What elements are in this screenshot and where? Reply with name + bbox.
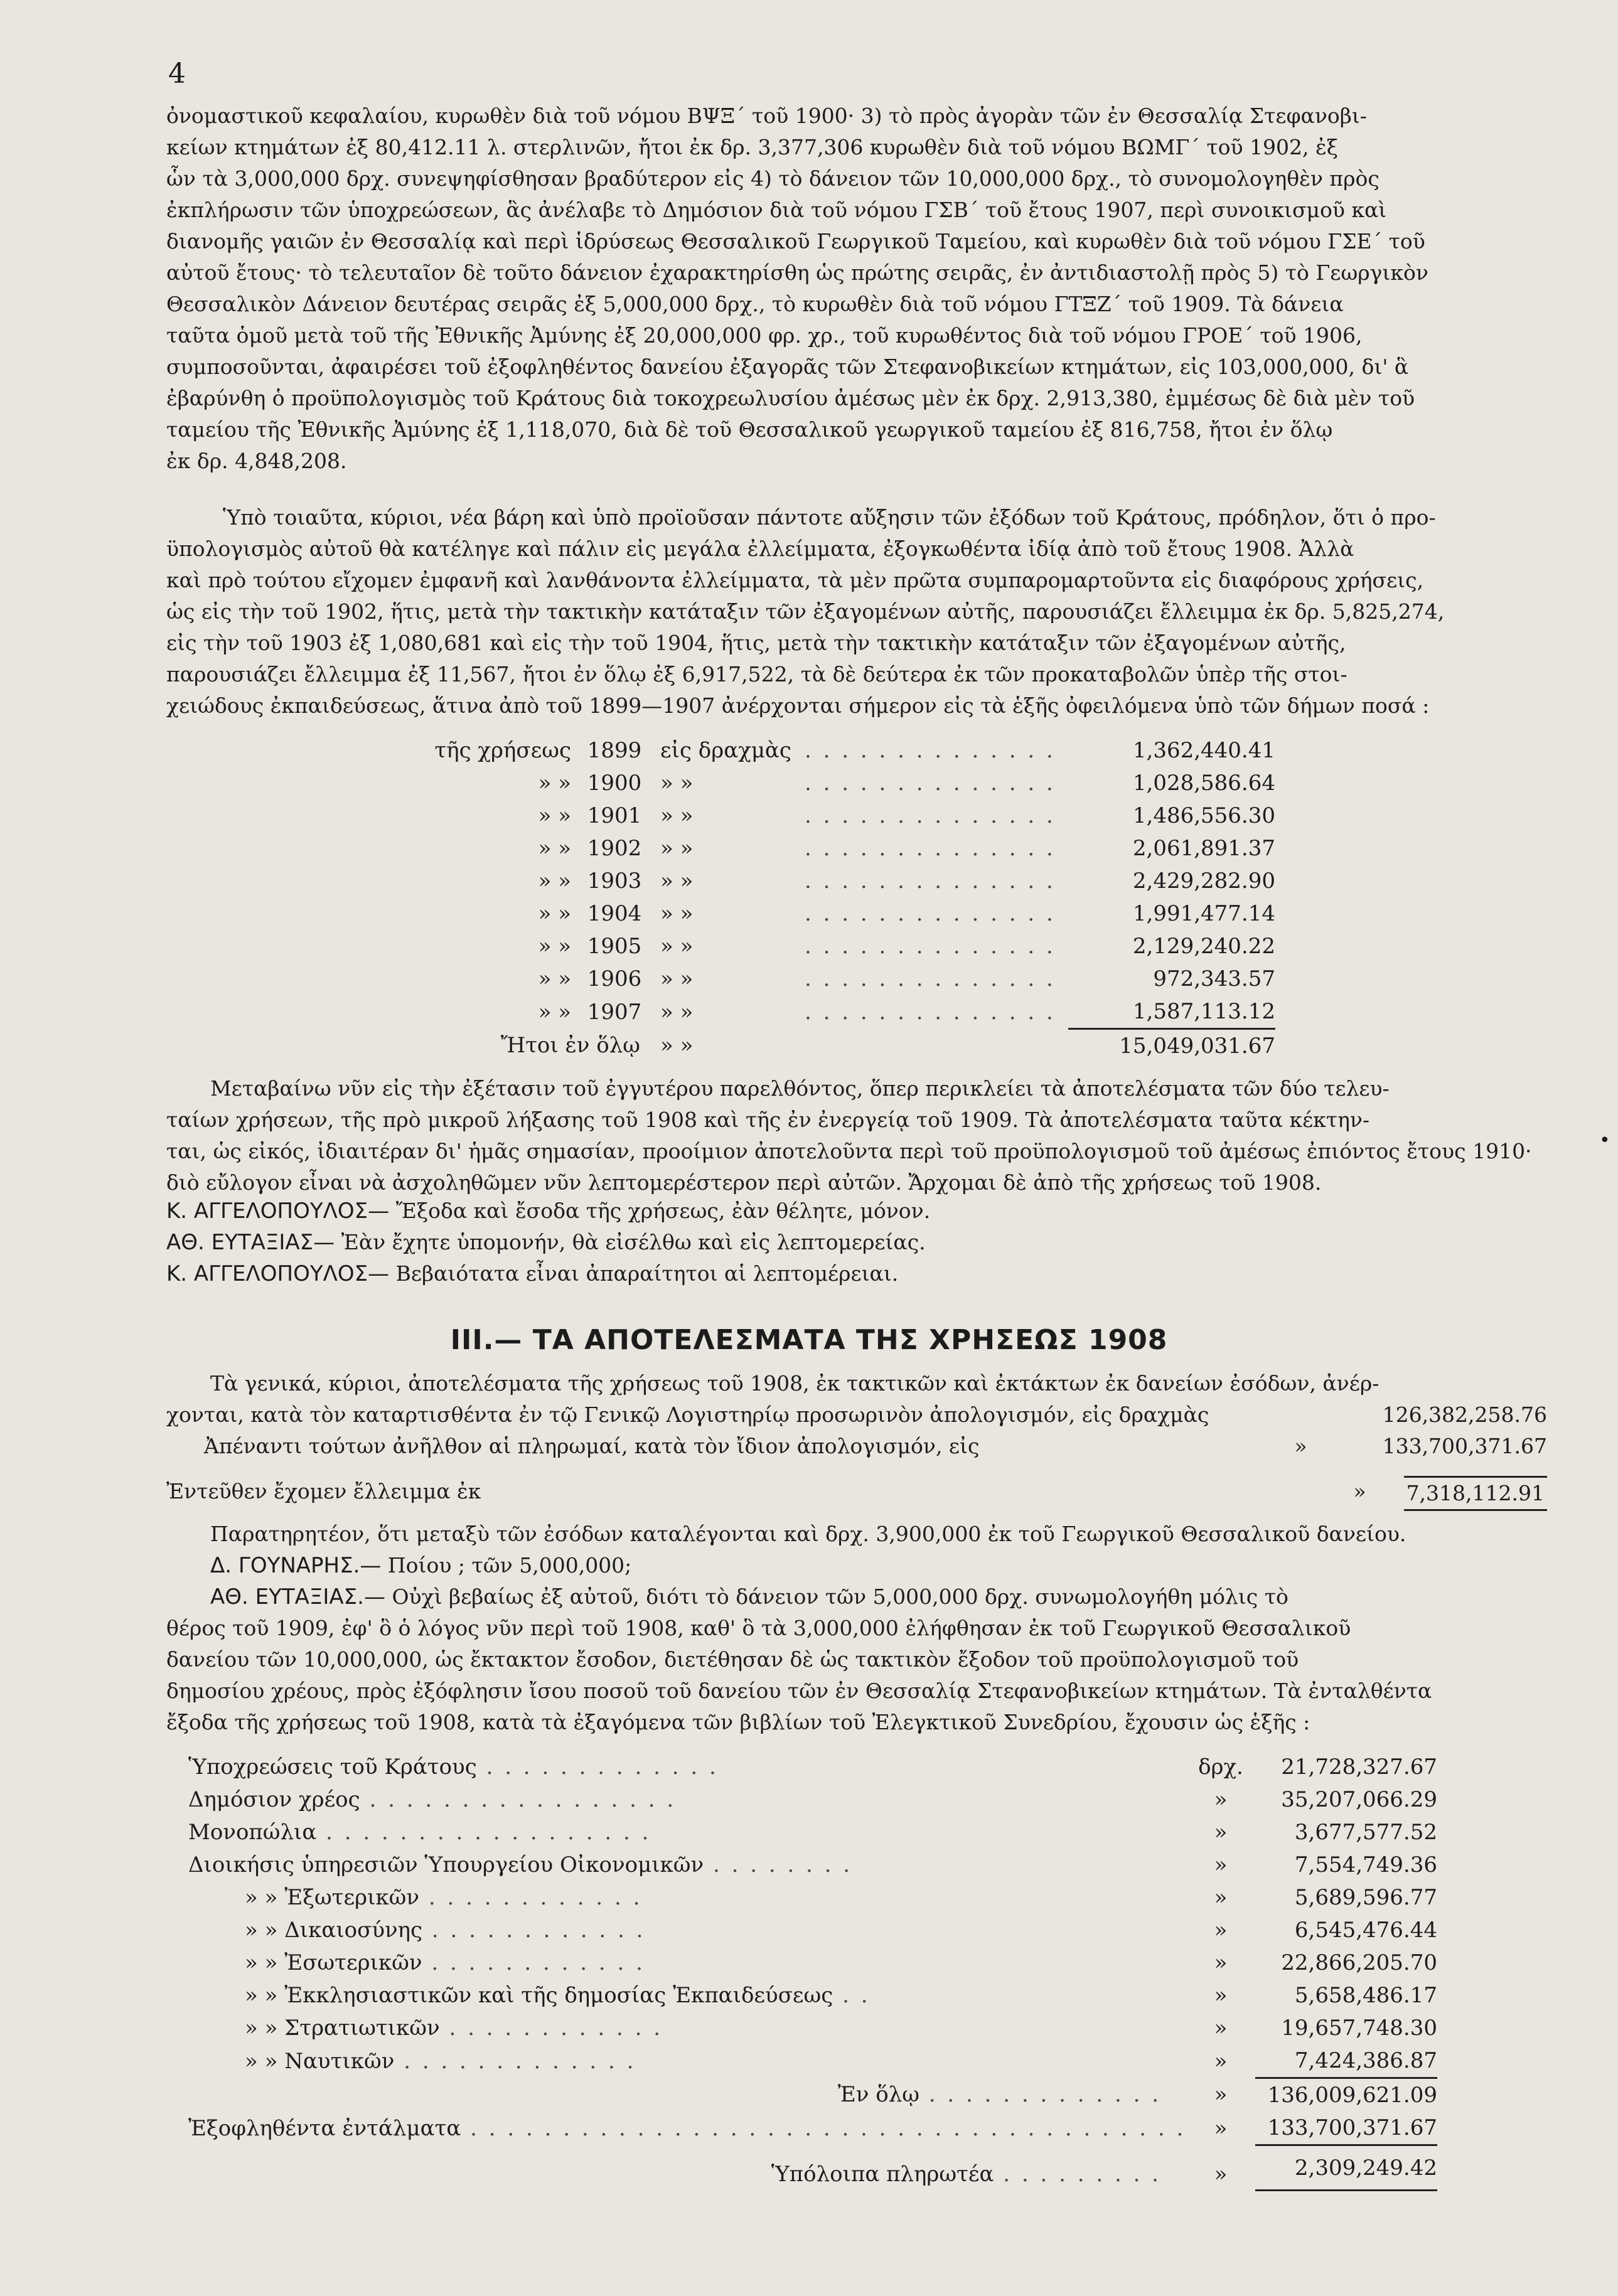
- row-amount: 1,486,556.30: [1132, 803, 1275, 828]
- leader-dots: . . . . . . . . . . . . . .: [805, 738, 1056, 763]
- expense-amount: 35,207,066.29: [1281, 1787, 1437, 1812]
- text-line: Ὑπὸ τοιαῦτα, κύριοι, νέα βάρη καὶ ὑπὸ προϊοῦσαν πάντοτε αὔξησιν τῶν ἐξόδων τοῦ Κράτους, πρόδηλον, ὅτι ὁ προ-: [223, 505, 1436, 530]
- row-amount: 1,362,440.41: [1132, 738, 1275, 763]
- table-row: [414, 767, 1275, 799]
- row-suffix: » »: [660, 771, 694, 796]
- leader-dots: . . . . . . . . . . . . . .: [805, 771, 1056, 796]
- table-row: [414, 995, 1275, 1029]
- table-total-row: [414, 1029, 1275, 1063]
- row-suffix: » »: [660, 901, 694, 926]
- row-year: 1899: [587, 738, 642, 763]
- row-year: 1902: [587, 836, 642, 861]
- dialogue-line: [166, 1550, 1547, 1581]
- text-line: ἐκ δρ. 4,848,208.: [166, 449, 347, 473]
- text-line: συμποσοῦνται, ἀφαιρέσει τοῦ ἐξοφληθέντος δανείου ἐξαγορᾶς τῶν Στεφανοβικείων κτημάτων, εἰς 103,000,000, δι' ἃ: [166, 355, 1409, 379]
- table-row: [414, 897, 1275, 930]
- text-line: εἰς τὴν τοῦ 1903 ἐξ 1,080,681 καὶ εἰς τὴν τοῦ 1904, ἥτις, μετὰ τὴν τακτικὴν κατάταξιν τῶν ἐξαγομένων αὐτῆς,: [166, 631, 1346, 655]
- currency-mark: »: [1214, 1787, 1228, 1812]
- expense-amount: 7,554,749.36: [1294, 1852, 1437, 1877]
- remaining-label: Ὑπόλοιπα πληρωτέα . . . . . . . . .: [771, 2161, 1161, 2187]
- table-row: [414, 799, 1275, 832]
- expense-label: Ὑποχρεώσεις τοῦ Κράτους . . . . . . . . . . . . .: [188, 1754, 719, 1780]
- leader-dots: . . . . . . . . . . . . . .: [805, 836, 1056, 861]
- expense-label: » » Δικαιοσύνης . . . . . . . . . . . .: [245, 1918, 646, 1943]
- currency-mark: »: [1214, 1983, 1228, 2008]
- paragraph-note: [166, 1519, 1547, 1738]
- expense-amount: 21,728,327.67: [1281, 1754, 1437, 1780]
- leader-dots: . . . . . . . . . . . . . .: [805, 999, 1056, 1025]
- text-line: ἐκπλήρωσιν τῶν ὑποχρεώσεων, ἃς ἀνέλαβε τὸ Δημόσιον διὰ τοῦ νόμου ΓΣΒ΄ τοῦ ἔτους 1907, περὶ συνοικισμοῦ καὶ: [166, 198, 1387, 222]
- expense-amount: 19,657,748.30: [1281, 2016, 1437, 2041]
- deficits-table: [414, 734, 1275, 1062]
- ditto-mark: »: [1294, 1434, 1307, 1458]
- text-line: Παρατηρητέον, ὅτι μεταξὺ τῶν ἐσόδων καταλέγονται καὶ δρχ. 3,900,000 ἐκ τοῦ Γεωργικοῦ Θεσσαλικοῦ δανείου.: [210, 1522, 1406, 1546]
- expense-label: » » Ἐσωτερικῶν . . . . . . . . . . . .: [245, 1950, 645, 1975]
- text-line: ϋπολογισμὸς αὐτοῦ θὰ κατέληγε καὶ πάλιν εἰς μεγάλα ἐλλείμματα, ἐξογκωθέντα ἰδίᾳ ἀπὸ τοῦ ἔτους 1908. Ἀλλὰ: [166, 537, 1354, 561]
- expenses-table: [188, 1751, 1437, 2191]
- row-prefix: » »: [538, 803, 571, 828]
- leader-dots: . . . . . . . . . . . . . .: [805, 934, 1056, 959]
- text-line: Τὰ γενικά, κύριοι, ἀποτελέσματα τῆς χρήσεως τοῦ 1908, ἐκ τακτικῶν καὶ ἐκτάκτων ἐκ δανείων ἐσόδων, ἀνέρ-: [210, 1371, 1380, 1396]
- text-line: χειώδους ἐκπαιδεύσεως, ἅτινα ἀπὸ τοῦ 1899—1907 ἀνέρχονται σήμερον εἰς τὰ ἑξῆς ὀφειλόμενα ὑπὸ τῶν δήμων ποσά :: [166, 693, 1430, 718]
- total-suffix: » »: [660, 1033, 694, 1059]
- expense-label: Δημόσιον χρέος . . . . . . . . . . . . . . . . .: [188, 1787, 677, 1812]
- text-line: διανομῆς γαιῶν ἐν Θεσσαλίᾳ καὶ περὶ ἱδρύσεως Θεσσαλικοῦ Γεωργικοῦ Ταμείου, καὶ κυρωθὲν διὰ τοῦ νόμου ΓΣΕ΄ τοῦ: [166, 229, 1425, 254]
- table-row: [188, 1914, 1437, 1946]
- text-line: ἔξοδα τῆς χρήσεως τοῦ 1908, κατὰ τὰ ἐξαγόμενα τῶν βιβλίων τοῦ Ἐλεγκτικοῦ Συνεδρίου, ἔχουσιν ὡς ἑξῆς :: [166, 1710, 1310, 1734]
- row-prefix: » »: [538, 771, 571, 796]
- currency-mark: »: [1214, 2048, 1228, 2074]
- currency-mark: »: [1214, 2115, 1228, 2141]
- expense-label: Μονοπώλια . . . . . . . . . . . . . . . . . .: [188, 1820, 651, 1845]
- table-row: [188, 1979, 1437, 2012]
- row-prefix: » »: [538, 868, 571, 894]
- text-line: ὧν τὰ 3,000,000 δρχ. συνεψηφίσθησαν βραδύτερον εἰς 4) τὸ δάνειον τῶν 10,000,000 δρχ., τὸ συνομολογηθὲν πρὸς: [166, 166, 1380, 191]
- dialogue-line: [166, 1258, 1547, 1289]
- speaker-name: ΑΘ. ΕΥΤΑΞΙΑΣ.—: [210, 1584, 385, 1610]
- row-year: 1904: [587, 901, 642, 926]
- expense-label: » » Ναυτικῶν . . . . . . . . . . . . .: [245, 2048, 636, 2074]
- row-amount: 1,028,586.64: [1132, 771, 1275, 796]
- row-amount: 2,061,891.37: [1132, 836, 1275, 861]
- row-prefix: τῆς χρήσεως: [434, 738, 571, 763]
- text-line: Ἐντεῦθεν ἔχομεν ἔλλειμμα ἐκ 7,318,112.91 »: [166, 1476, 1547, 1507]
- text-line: Ἀπέναντι τούτων ἀνῆλθον αἱ πληρωμαί, κατὰ τὸν ἴδιον ἀπολογισμόν, εἰς 133,700,371.67 »: [166, 1431, 1547, 1462]
- payments-amount: 133,700,371.67: [1382, 1434, 1547, 1458]
- row-amount: 2,129,240.22: [1132, 934, 1275, 959]
- row-suffix: εἰς δραχμὰς: [660, 738, 791, 763]
- ditto-mark: »: [1353, 1479, 1366, 1503]
- leader-dots: . . . . . . . . . . . . . .: [805, 901, 1056, 926]
- total-amount: 15,049,031.67: [1068, 1029, 1275, 1063]
- section-title: III.— ΤΑ ΑΠΟΤΕΛΕΣΜΑΤΑ ΤΗΣ ΧΡΗΣΕΩΣ 1908: [450, 1324, 1168, 1356]
- table-row: [414, 963, 1275, 995]
- currency-mark: »: [1214, 2161, 1228, 2187]
- speech-text: Ἐὰν ἔχητε ὑπομονήν, θὰ εἰσέλθω καὶ εἰς λεπτομερείας.: [341, 1230, 926, 1254]
- dialogue-line: [166, 1195, 1547, 1227]
- speech-text: Ποίου ; τῶν 5,000,000;: [387, 1553, 632, 1578]
- text-line: ταμείου τῆς Ἐθνικῆς Ἀμύνης ἐξ 1,118,070, διὰ δὲ τοῦ Θεσσαλικοῦ γεωργικοῦ ταμείου ἐξ 816,758, ἤτοι ἐν ὅλῳ: [166, 417, 1333, 442]
- table-row: [188, 1751, 1437, 1783]
- table-row: [414, 734, 1275, 767]
- expense-amount: 5,658,486.17: [1294, 1983, 1437, 2008]
- row-suffix: » »: [660, 999, 694, 1025]
- currency-mark: »: [1214, 1950, 1228, 1975]
- row-amount: 1,587,113.12: [1132, 999, 1275, 1024]
- row-amount: 1,991,477.14: [1132, 901, 1275, 926]
- currency-mark: »: [1214, 1820, 1228, 1845]
- row-suffix: » »: [660, 868, 694, 894]
- speech-text: Οὐχὶ βεβαίως ἐξ αὐτοῦ, διότι τὸ δάνειον τῶν 5,000,000 δρχ. συνωμολογήθη μόλις τὸ: [392, 1584, 1289, 1609]
- expense-label: » » Ἐξωτερικῶν . . . . . . . . . . . .: [245, 1885, 643, 1910]
- row-prefix: » »: [538, 901, 571, 926]
- row-year: 1903: [587, 868, 642, 894]
- row-prefix: » »: [538, 836, 571, 861]
- leader-dots: . . . . . . . . . . . . . .: [805, 966, 1056, 991]
- row-year: 1905: [587, 934, 642, 959]
- text-line: κείων κτημάτων ἐξ 80,412.11 λ. στερλινῶν, ἤτοι ἐκ δρ. 3,377,306 κυρωθὲν διὰ τοῦ νόμου ΒΩΜΓ΄ τοῦ 1902, ἐξ: [166, 135, 1338, 159]
- table-row: [188, 1783, 1437, 1816]
- table-row: [188, 1881, 1437, 1914]
- table-row: [188, 2044, 1437, 2078]
- currency-mark: »: [1214, 2082, 1228, 2108]
- speaker-name: Δ. ΓΟΥΝΑΡΗΣ.—: [210, 1553, 382, 1578]
- row-suffix: » »: [660, 836, 694, 861]
- expense-label: Διοικήσις ὑπηρεσιῶν Ὑπουργείου Οἰκονομικῶν . . . . . . . .: [188, 1852, 853, 1877]
- row-year: 1907: [587, 999, 642, 1025]
- text-line: ἐβαρύνθη ὁ προϋπολογισμὸς τοῦ Κράτους διὰ τοκοχρεωλυσίου ἀμέσως μὲν ἐκ δρχ. 2,913,380, ἐμμέσως δὲ διὰ μὲν τοῦ: [166, 386, 1415, 410]
- text-line: ταίων χρήσεων, τῆς πρὸ μικροῦ λήξασης τοῦ 1908 καὶ τῆς ἐν ἐνεργείᾳ τοῦ 1909. Τὰ ἀποτελέσματα ταῦτα κέκτην-: [166, 1108, 1370, 1132]
- receipts-amount: 126,382,258.76: [1382, 1402, 1547, 1427]
- table-row: [188, 1849, 1437, 1881]
- paragraph-results: [166, 1368, 1547, 1511]
- text-line: παρουσιάζει ἔλλειμμα ἐξ 11,567, ἤτοι ἐν ὅλῳ ἐξ 6,917,522, τὰ δὲ δεύτερα ἐκ τῶν προκαταβολῶν ὑπὲρ τῆς στοι-: [166, 662, 1347, 686]
- paid-label: Ἐξοφληθέντα ἐντάλματα . . . . . . . . . . . . . . . . . . . . . . . . . . . . . . . . . . . . . . .: [188, 2115, 1186, 2141]
- table-row: [414, 930, 1275, 963]
- row-amount: 972,343.57: [1153, 966, 1275, 991]
- total-label: Ἤτοι ἐν ὅλῳ: [500, 1033, 640, 1059]
- table-row: [188, 1946, 1437, 1979]
- subtotal-label: Ἐν ὅλῳ . . . . . . . . . . . . .: [837, 2082, 1161, 2108]
- remaining-row: [188, 2145, 1437, 2191]
- currency-mark: »: [1214, 1885, 1228, 1910]
- currency-mark: »: [1214, 2016, 1228, 2041]
- leader-dots: . . . . . . . . . . . . . .: [805, 803, 1056, 828]
- margin-dot: •: [1599, 1129, 1610, 1151]
- currency-mark: »: [1214, 1918, 1228, 1943]
- table-row: [188, 1816, 1437, 1849]
- subtotal-amount: 136,009,621.09: [1255, 2078, 1437, 2112]
- row-prefix: » »: [538, 999, 571, 1025]
- page-number: 4: [168, 58, 186, 90]
- text-line: χονται, κατὰ τὸν καταρτισθέντα ἐν τῷ Γενικῷ Λογιστηρίῳ προσωρινὸν ἀπολογισμόν, εἰς δραχμὰς 126,382,258.76: [166, 1399, 1547, 1431]
- paragraph-recent-past: [166, 1073, 1547, 1199]
- text-line: θέρος τοῦ 1909, ἐφ' ὃ ὁ λόγος νῦν περὶ τοῦ 1908, καθ' ὃ τὰ 3,000,000 ἐλήφθησαν ἐκ τοῦ Γεωργικοῦ Θεσσαλικοῦ: [166, 1616, 1351, 1640]
- paragraph-loans: [166, 100, 1547, 477]
- dialogue-line: [166, 1581, 1547, 1613]
- subtotal-row: [188, 2078, 1437, 2112]
- text-line: Θεσσαλικὸν Δάνειον δευτέρας σειρᾶς ἐξ 5,000,000 δρχ., τὸ κυρωθὲν διὰ τοῦ νόμου ΓΤΞΖ΄ τοῦ 1909. Τὰ δάνεια: [166, 292, 1344, 316]
- expense-amount: 5,689,596.77: [1294, 1885, 1437, 1910]
- row-year: 1900: [587, 771, 642, 796]
- speech-text: Βεβαιότατα εἶναι ἀπαραίτητοι αἱ λεπτομέρειαι.: [395, 1261, 899, 1286]
- row-prefix: » »: [538, 934, 571, 959]
- speaker-name: Κ. ΑΓΓΕΛΟΠΟΥΛΟΣ—: [166, 1261, 390, 1286]
- text-line: ταῦτα ὁμοῦ μετὰ τοῦ τῆς Ἐθνικῆς Ἀμύνης ἐξ 20,000,000 φρ. χρ., τοῦ κυρωθέντος διὰ τοῦ νόμου ΓΡΟΕ΄ τοῦ 1906,: [166, 323, 1363, 348]
- deficit-amount: 7,318,112.91: [1404, 1476, 1547, 1511]
- row-suffix: » »: [660, 803, 694, 828]
- row-suffix: » »: [660, 966, 694, 991]
- expense-amount: 22,866,205.70: [1281, 1950, 1437, 1975]
- speech-text: Ἔξοδα καὶ ἔσοδα τῆς χρήσεως, ἐὰν θέλητε, μόνον.: [395, 1199, 931, 1223]
- expense-amount: 3,677,577.52: [1294, 1820, 1437, 1845]
- dialogue-line: [166, 1227, 1547, 1258]
- row-amount: 2,429,282.90: [1132, 868, 1275, 894]
- currency-mark: δρχ.: [1198, 1754, 1243, 1780]
- expense-amount: 6,545,476.44: [1294, 1918, 1437, 1943]
- row-year: 1906: [587, 966, 642, 991]
- speaker-name: Κ. ΑΓΓΕΛΟΠΟΥΛΟΣ—: [166, 1199, 390, 1224]
- row-year: 1901: [587, 803, 642, 828]
- text-line: ται, ὡς εἰκός, ἰδιαιτέραν δι' ἡμᾶς σημασίαν, προοίμιον ἀποτελοῦντα περὶ τοῦ προϋπολογισμοῦ τοῦ ἀμέσως ἐπιόντος ἔτους 1910·: [166, 1139, 1532, 1163]
- text-line: καὶ πρὸ τούτου εἴχομεν ἐμφανῆ καὶ λανθάνοντα ἐλλείμματα, τὰ μὲν πρῶτα συμπαρομαρτοῦντα εἰς διαφόρους χρήσεις,: [166, 568, 1424, 592]
- table-row: [414, 865, 1275, 897]
- expense-label: » » Στρατιωτικῶν . . . . . . . . . . . .: [245, 2016, 663, 2041]
- leader-dots: . . . . . . . . . . . . . .: [805, 868, 1056, 894]
- table-row: [188, 2012, 1437, 2044]
- text-line: Μεταβαίνω νῦν εἰς τὴν ἐξέτασιν τοῦ ἐγγυτέρου παρελθόντος, ὅπερ περικλείει τὰ ἀποτελέσματα τῶν δύο τελευ-: [210, 1076, 1390, 1101]
- text-line: ὀνομαστικοῦ κεφαλαίου, κυρωθὲν διὰ τοῦ νόμου ΒΨΞ΄ τοῦ 1900· 3) τὸ πρὸς ἀγορὰν τῶν ἐν Θεσσαλίᾳ Στεφανοβι-: [166, 104, 1367, 128]
- currency-mark: »: [1214, 1852, 1228, 1877]
- remaining-amount: 2,309,249.42: [1255, 2145, 1437, 2191]
- paid-amount: 133,700,371.67: [1267, 2115, 1437, 2140]
- text-line: αὐτοῦ ἔτους· τὸ τελευταῖον δὲ τοῦτο δάνειον ἐχαρακτηρίσθη ὡς πρώτης σειρᾶς, ἐν ἀντιδιαστολῇ πρὸς 5) τὸ Γεωργικὸν: [166, 260, 1428, 285]
- row-prefix: » »: [538, 966, 571, 991]
- paid-row: [188, 2112, 1437, 2145]
- text-line: διὸ εὔλογον εἶναι νὰ ἀσχοληθῶμεν νῦν λεπτομερέστερον περὶ αὐτῶν. Ἄρχομαι δὲ ἀπὸ τῆς χρήσεως τοῦ 1908.: [166, 1170, 1322, 1195]
- expense-amount: 7,424,386.87: [1294, 2048, 1437, 2073]
- row-suffix: » »: [660, 934, 694, 959]
- expense-label: » » Ἐκκλησιαστικῶν καὶ τῆς δημοσίας Ἐκπαιδεύσεως . .: [245, 1983, 871, 2008]
- text-line: δανείου τῶν 10,000,000, ὡς ἔκτακτον ἔσοδον, διετέθησαν δὲ ὡς τακτικὸν ἔξοδον τοῦ προϋπολογισμοῦ τοῦ: [166, 1647, 1299, 1672]
- speaker-name: ΑΘ. ΕΥΤΑΞΙΑΣ—: [166, 1230, 335, 1255]
- text-line: ὡς εἰς τὴν τοῦ 1902, ἥτις, μετὰ τὴν τακτικὴν κατάταξιν τῶν ἐξαγομένων αὐτῆς, παρουσιάζει ἔλλειμμα ἐκ δρ. 5,825,274,: [166, 599, 1445, 624]
- dialogue-block: [166, 1195, 1547, 1289]
- paragraph-deficits: [166, 502, 1547, 722]
- table-row: [414, 832, 1275, 865]
- text-line: δημοσίου χρέους, πρὸς ἐξόφλησιν ἴσου ποσοῦ τοῦ δανείου τῶν ἐν Θεσσαλίᾳ Στεφανοβικείων κτημάτων. Τὰ ἐνταλθέντα: [166, 1679, 1432, 1703]
